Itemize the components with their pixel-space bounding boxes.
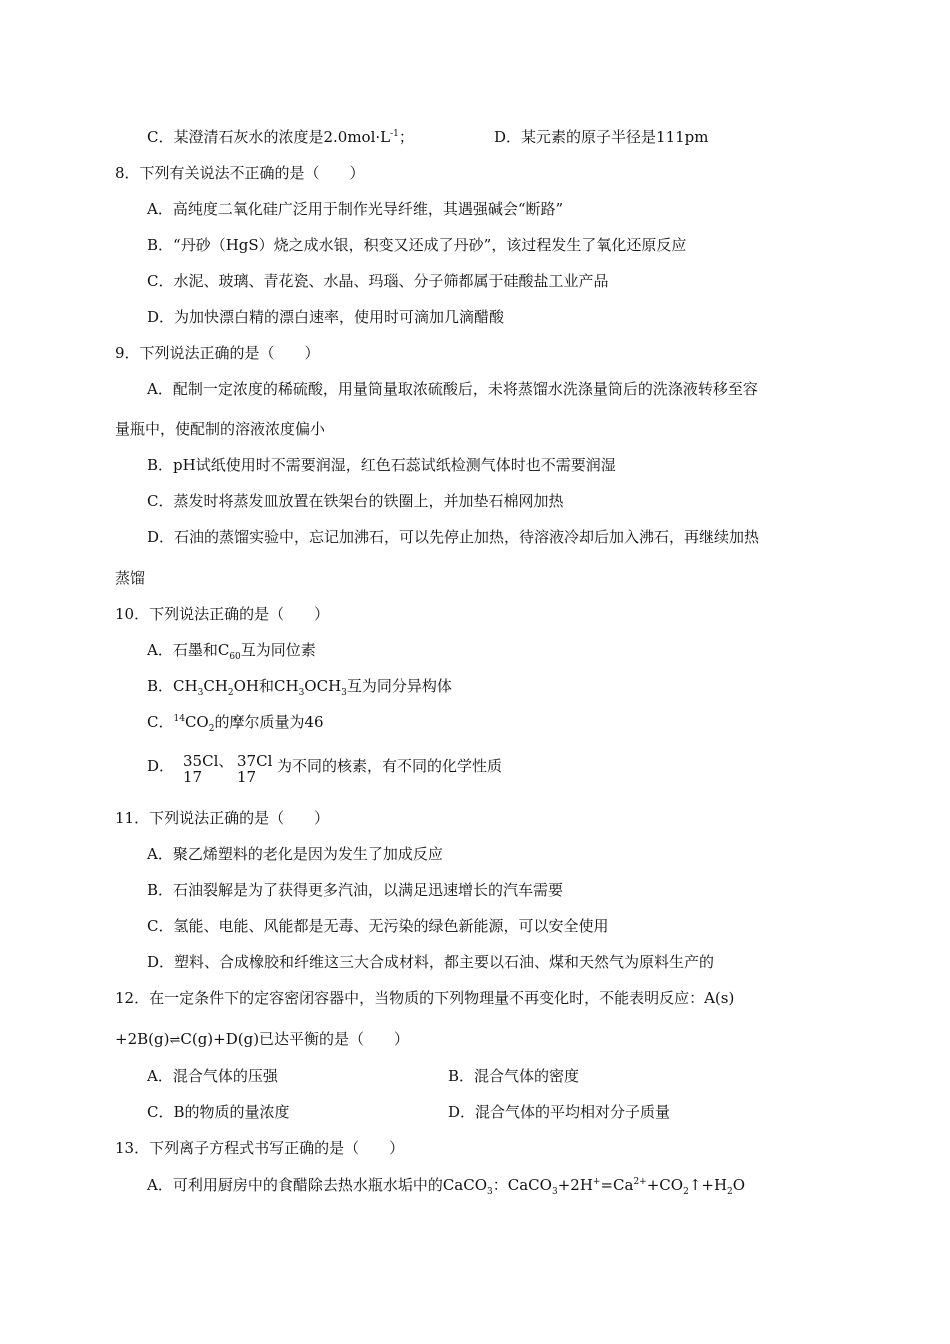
question-12-line1: 12．在一定条件下的定容密闭容器中，当物质的下列物理量不再变化时，不能表明反应：A(s) xyxy=(115,989,735,1007)
q9-option-d-line1: D．石油的蒸馏实验中，忘记加沸石，可以先停止加热，待溶液冷却后加入沸石，再继续加热 xyxy=(147,528,760,546)
q7-option-c: C．某澄清石灰水的浓度是$2.0mol\cdot L^{-1}$； xyxy=(147,128,414,146)
q13-option-a: A．可利用厨房中的食醋除去热水瓶水垢中的CaCO$_3$：$CaCO_3+2H^+=Ca^{2+}+CO_2↑+H_2O$ xyxy=(147,1176,746,1197)
q8-option-c: C．水泥、玻璃、青花瓷、水晶、玛瑙、分子筛都属于硅酸盐工业产品 xyxy=(147,272,609,290)
q11-option-b: B．石油裂解是为了获得更多汽油，以满足迅速增长的汽车需要 xyxy=(147,881,564,899)
q12-option-a: A．混合气体的压强 xyxy=(147,1067,278,1085)
question-8: 8．下列有关说法不正确的是（ ） xyxy=(115,164,365,182)
q12-option-d: D．混合气体的平均相对分子质量 xyxy=(448,1103,671,1121)
q11-option-c: C．氢能、电能、风能都是无毒、无污染的绿色新能源，可以安全使用 xyxy=(147,917,609,935)
q9-option-b: B．pH试纸使用时不需要润湿，红色石蕊试纸检测气体时也不需要润湿 xyxy=(147,456,616,474)
question-9: 9．下列说法正确的是（ ） xyxy=(115,344,320,362)
q10-option-b: B．$CH_3CH_2OH$和$CH_3OCH_3$互为同分异构体 xyxy=(147,677,452,698)
q10-option-a: A．石墨和$C_{60}$互为同位素 xyxy=(147,641,316,662)
q8-option-b: B．“丹砂（HgS）烧之成水银，积变又还成了丹砂”，该过程发生了氧化还原反应 xyxy=(147,236,687,254)
question-11: 11．下列说法正确的是（ ） xyxy=(115,809,330,827)
q7-option-d: D．某元素的原子半径是111pm xyxy=(494,128,709,146)
q12-option-c: C．B的物质的量浓度 xyxy=(147,1103,290,1121)
q11-option-d: D．塑料、合成橡胶和纤维这三大合成材料，都主要以石油、煤和天然气为原料生产的 xyxy=(147,953,715,971)
equilibrium-arrow-icon: ⇌ xyxy=(169,1033,181,1048)
q9-option-a-line1: A．配制一定浓度的稀硫酸，用量筒量取浓硫酸后，未将蒸馏水洗涤量筒后的洗涤液转移至容 xyxy=(147,380,758,398)
nuclide-cl37: 37Cl 17 xyxy=(237,752,273,786)
question-12-line2: +2B(g)⇌C(g)+D(g)已达平衡的是（ ） xyxy=(115,1030,410,1048)
question-13: 13．下列离子方程式书写正确的是（ ） xyxy=(115,1139,405,1157)
q11-option-a: A．聚乙烯塑料的老化是因为发生了加成反应 xyxy=(147,845,443,863)
q9-option-d-line2: 蒸馏 xyxy=(115,569,146,587)
q12-option-b: B．混合气体的密度 xyxy=(448,1067,580,1085)
nuclide-cl35: 35Cl、 17 xyxy=(183,752,234,786)
question-10: 10．下列说法正确的是（ ） xyxy=(115,605,330,623)
q10-option-d: D． 35Cl、 17 37Cl 17 为不同的核素，有不同的化学性质 xyxy=(147,752,503,786)
q8-option-a: A．高纯度二氧化硅广泛用于制作光导纤维，其遇强碱会“断路” xyxy=(147,200,564,218)
q8-option-d: D．为加快漂白精的漂白速率，使用时可滴加几滴醋酸 xyxy=(147,308,505,326)
q9-option-a-line2: 量瓶中，使配制的溶液浓度偏小 xyxy=(115,420,326,438)
q9-option-c: C．蒸发时将蒸发皿放置在铁架台的铁圈上，并加垫石棉网加热 xyxy=(147,492,564,510)
q10-option-c: C．$^{14}CO_2$的摩尔质量为46 xyxy=(147,713,324,734)
